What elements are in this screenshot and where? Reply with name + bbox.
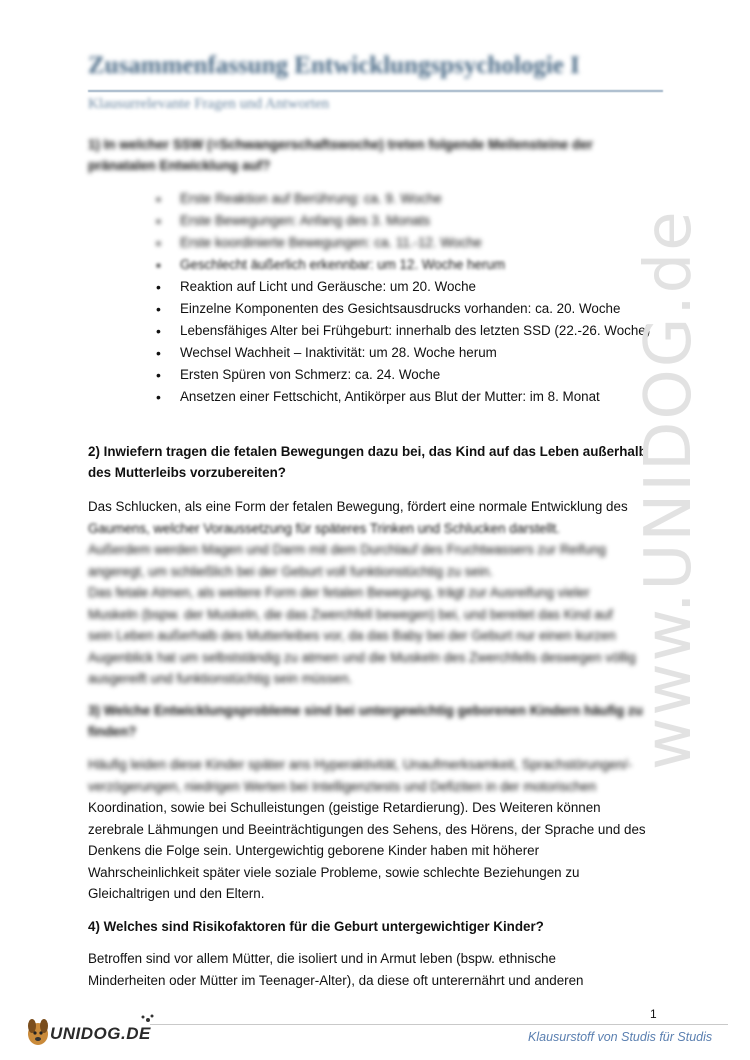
logo-text: UNIDOG.DE [50,1024,151,1043]
answer-line: Augenblick hat um selbstständig zu atmen und die Muskeln des Zwerchfells deswegen völlig [88,649,636,665]
list-item: • Ansetzen einer Fettschicht, Antikörper aus Blut der Mutter: im 8. Monat [150,386,670,408]
list-item: • Reaktion auf Licht und Geräusche: um 20. Woche [150,276,670,298]
list-item: • Ersten Spüren von Schmerz: ca. 24. Woche [150,364,670,386]
question-3: 3) Welche Entwicklungsprobleme sind bei untergewichtig geborenen Kindern häufig zu finden? [88,703,643,739]
list-item: • Einzelne Komponenten des Gesichtsausdrucks vorhanden: ca. 20. Woche [150,298,670,320]
answer-line: ausgereift und funktionstüchtig sein müssen. [88,671,353,686]
question-4: 4) Welches sind Risikofaktoren für die Geburt untergewichtiger Kinder? [88,919,544,934]
list-item: • Lebensfähiges Alter bei Frühgeburt: innerhalb des letzten SSD (22.-26. Woche) [150,320,670,342]
milestone-list [150,188,670,408]
answer-line: Gleichaltrigen und den Eltern. [88,886,265,901]
answer-line: Das fetale Atmen, als weitere Form der fetalen Bewegung, trägt zur Ausreifung vieler [88,585,590,600]
list-item: • Erste Bewegungen: Anfang des 3. Monats [150,210,670,232]
answer-line: Betroffen sind vor allem Mütter, die isoliert und in Armut leben (bspw. ethnische [88,951,556,966]
answer-line: angeregt, um schließlich bei der Geburt voll funktionstüchtig zu sein. [88,563,493,579]
answer-line: Denkens die Folge sein. Untergewichtig geborene Kinder haben mit höherer [88,843,540,858]
title-underline [88,90,663,92]
answer-line: Muskeln (bspw. der Muskeln, die das Zwerchfell bewegen) bei, und bereitet das Kind auf [88,606,613,622]
answer-line: Außerdem werden Magen und Darm mit dem Durchlauf des Fruchtwassers zur Reifung [88,542,606,557]
page-number: 1 [650,1007,657,1021]
answer-line: Koordination, sowie bei Schulleistungen (geistige Retardierung). Des Weiteren können [88,800,601,815]
question-1: 1) In welcher SSW (=Schwangerschaftswoche) treten folgende Meilensteine der pränatalen Entwicklung auf? [88,137,593,173]
answer-3 [88,754,663,905]
answer-line: Das Schlucken, als eine Form der fetalen Bewegung, fördert eine normale Entwicklung des [88,499,628,514]
list-item: • Wechsel Wachheit – Inaktivität: um 28. Woche herum [150,342,670,364]
answer-line: verzögerungen, niedrigen Werten bei Intelligenztests und Defiziten in der motorischen [88,778,597,794]
list-item: • Erste Reaktion auf Berührung: ca. 9. Woche [150,188,670,210]
document-subtitle: Klausurrelevante Fragen und Antworten [88,96,330,112]
list-item: • Geschlecht äußerlich erkennbar: um 12. Woche herum [150,254,670,276]
footer-divider [150,1024,728,1025]
answer-line: Gaumens, welcher Voraussetzung für späteres Trinken und Schlucken darstellt. [88,520,560,536]
answer-line: zerebrale Lähmungen und Beeinträchtigungen des Sehens, des Hörens, der Sprache und des [88,821,646,837]
answer-line: Häufig leiden diese Kinder später ans Hyperaktivität, Unaufmerksamkeit, Sprachstörungen/- [88,757,633,772]
list-item: • Erste koordinierte Bewegungen: ca. 11.-12. Woche [150,232,670,254]
document-title: Zusammenfassung Entwicklungspsychologie I [88,52,580,79]
answer-2 [88,496,663,690]
answer-line: Minderheiten oder Mütter im Teenager-Alter), da diese oft unterernährt und anderen [88,972,584,988]
footer-tagline: Klausurstoff von Studis für Studis [528,1030,713,1044]
question-2: 2) Inwiefern tragen die fetalen Bewegungen dazu bei, das Kind auf das Leben außerhalb des Mutterleibs vorzubereiten? [88,444,647,480]
answer-4 [88,948,663,991]
answer-line: sein Leben außerhalb des Mutterleibes vor, da das Baby bei der Geburt nur einen kurzen [88,628,616,643]
watermark: www.UNIDOG.de [632,209,706,770]
answer-line: Wahrscheinlichkeit später viele soziale Probleme, sowie schlechte Beziehungen zu [88,864,580,880]
